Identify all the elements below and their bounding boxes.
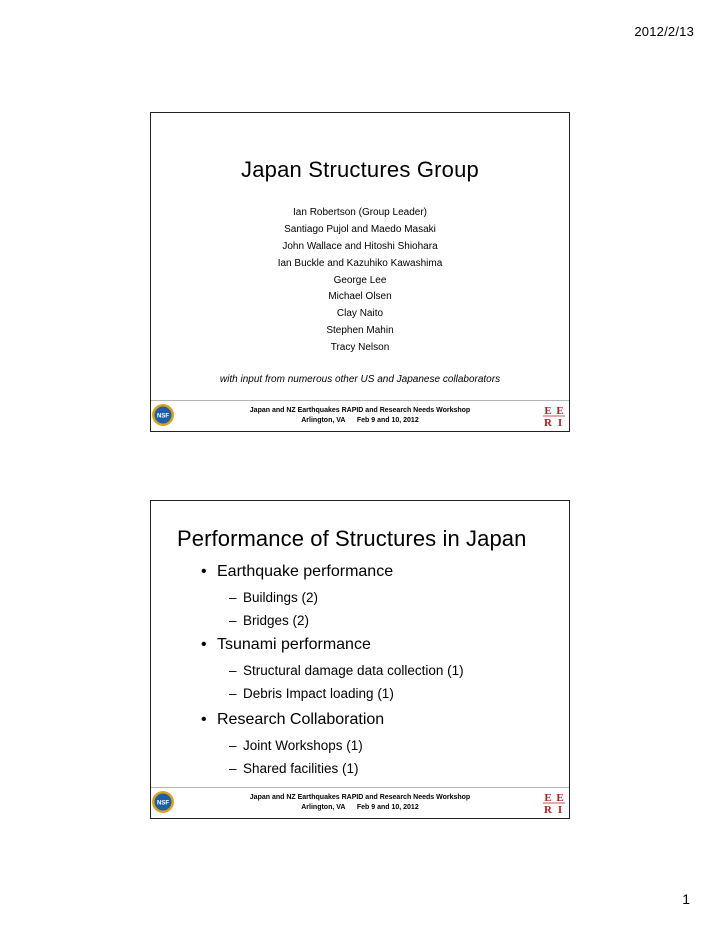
member-name: Michael Olsen [328,291,392,303]
svg-text:E: E [544,405,552,417]
member-name: Santiago Pujol and Maedo Masaki [284,223,436,235]
dash-icon: – [229,761,237,776]
svg-text:I: I [557,417,563,428]
nsf-logo-icon [151,403,175,427]
svg-text:E: E [556,405,564,417]
footer-line-2: Arlington, VA Feb 9 and 10, 2012 [301,417,419,424]
dash-icon: – [229,738,237,753]
footer-line-2: Arlington, VA Feb 9 and 10, 2012 [301,804,419,811]
member-name: Stephen Mahin [326,325,394,337]
member-list [151,205,569,357]
dash-icon: – [229,663,237,678]
sub-bullet-item: – Joint Workshops (1) [229,738,363,753]
header-date: 2012/2/13 [634,24,694,39]
dash-icon: – [229,590,237,605]
svg-text:R: R [544,804,552,815]
bullet-item: • Earthquake performance [201,563,394,580]
sub-bullet-item: – Buildings (2) [229,590,319,605]
nsf-logo-icon [151,790,175,814]
member-name: Tracy Nelson [330,342,390,354]
slide-japan-structures-group [150,112,570,432]
sub-bullet-item: – Bridges (2) [229,613,310,628]
page-number: 1 [682,891,690,907]
nsf-logo-text: NSF [157,800,169,807]
eeri-logo-icon [542,404,566,428]
nsf-logo-text: NSF [157,413,169,420]
dash-icon: – [229,686,237,701]
svg-text:R: R [544,417,552,428]
slide-footer [151,787,569,818]
svg-text:E: E [556,792,564,804]
footer-line-1: Japan and NZ Earthquakes RAPID and Research Needs Workshop [249,407,471,414]
sub-bullet-item: – Debris Impact loading (1) [229,686,394,701]
bullet-dot-icon: • [201,563,207,580]
footer-line-1: Japan and NZ Earthquakes RAPID and Research Needs Workshop [249,794,471,801]
member-name: Clay Naito [336,308,384,320]
bullet-dot-icon: • [201,711,207,728]
slide-footer [151,400,569,431]
slide-performance-of-structures [150,500,570,819]
member-name: George Lee [333,274,387,286]
sub-bullet-item: – Structural damage data collection (1) [229,663,464,678]
svg-text:I: I [557,804,563,815]
slide-title: Japan Structures Group [241,157,479,182]
bullet-dot-icon: • [201,636,207,653]
bullet-item: • Research Collaboration [201,711,385,728]
eeri-logo-icon [542,791,566,815]
dash-icon: – [229,613,237,628]
slide-title: Performance of Structures in Japan [177,526,527,551]
member-name: John Wallace and Hitoshi Shiohara [282,240,438,252]
svg-text:E: E [544,792,552,804]
member-name: Ian Buckle and Kazuhiko Kawashima [277,257,443,269]
bullet-item: • Tsunami performance [201,636,371,653]
member-name: Ian Robertson (Group Leader) [293,207,427,218]
sub-bullet-item: – Shared facilities (1) [229,761,359,776]
collaborators-note: with input from numerous other US and Japanese collaborators [219,374,501,385]
